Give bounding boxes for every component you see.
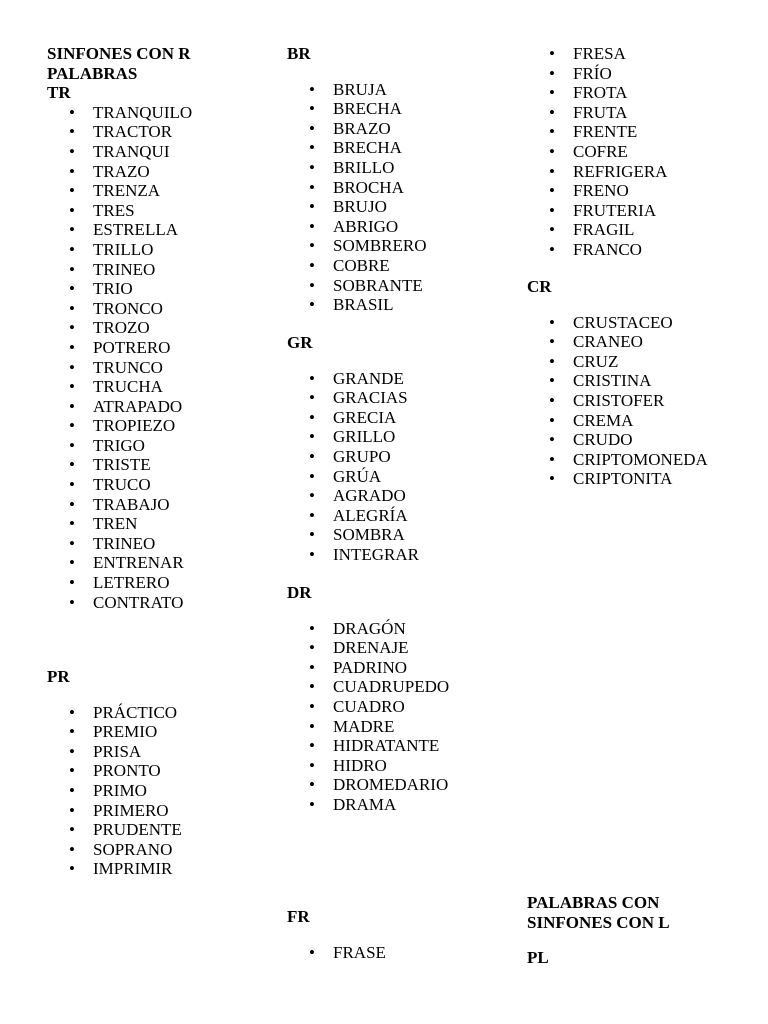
section-heading-tr: TR — [47, 83, 71, 103]
list-item: • CRISTINA — [527, 371, 747, 391]
list-fr-continued — [527, 44, 747, 260]
list-item: • PREMIO — [47, 722, 267, 742]
list-item: • CREMA — [527, 411, 747, 431]
list-item: • DRAGÓN — [287, 619, 507, 639]
list-item: • CRIPTONITA — [527, 469, 747, 489]
list-item: • POTRERO — [47, 338, 267, 358]
list-item: • FRESA — [527, 44, 747, 64]
section-br — [287, 44, 507, 315]
list-item: • BRASIL — [287, 295, 507, 315]
list-item: • SOMBRA — [287, 525, 507, 545]
column-1 — [47, 44, 267, 612]
list-item: • CRISTOFER — [527, 391, 747, 411]
list-item: • REFRIGERA — [527, 162, 747, 182]
list-item: • PADRINO — [287, 658, 507, 678]
list-item: • GRACIAS — [287, 388, 507, 408]
list-item: • CUADRUPEDO — [287, 677, 507, 697]
list-item: • BRUJA — [287, 80, 507, 100]
section-heading-fr: FR — [287, 907, 310, 926]
list-item: • TRINEO — [47, 534, 267, 554]
list-item: • ALEGRÍA — [287, 506, 507, 526]
list-item: • GRANDE — [287, 369, 507, 389]
list-item: • TRACTOR — [47, 122, 267, 142]
list-item: • IMPRIMIR — [47, 859, 267, 879]
list-fr — [287, 943, 507, 963]
list-item: • PRÁCTICO — [47, 703, 267, 723]
list-item: • MADRE — [287, 717, 507, 737]
section-heading-cr: CR — [527, 277, 552, 296]
list-item: • TRENZA — [47, 181, 267, 201]
list-item: • CRUSTACEO — [527, 313, 747, 333]
list-item: • TRAZO — [47, 162, 267, 182]
list-item: • TRANQUI — [47, 142, 267, 162]
list-item: • ENTRENAR — [47, 553, 267, 573]
list-item: • SOMBRERO — [287, 236, 507, 256]
section-cr — [527, 277, 747, 489]
list-item: • TROPIEZO — [47, 416, 267, 436]
list-item: • PRISA — [47, 742, 267, 762]
list-item: • FRUTA — [527, 103, 747, 123]
list-item: • INTEGRAR — [287, 545, 507, 565]
section-heading-pl: PL — [527, 948, 549, 968]
list-item: • COBRE — [287, 256, 507, 276]
list-item: • GRUPO — [287, 447, 507, 467]
list-item: • FRENTE — [527, 122, 747, 142]
list-item: • FRENO — [527, 181, 747, 201]
list-item: • BRECHA — [287, 138, 507, 158]
list-item: • TRUNCO — [47, 358, 267, 378]
list-item: • PRIMERO — [47, 801, 267, 821]
list-item: • CUADRO — [287, 697, 507, 717]
list-item: • FROTA — [527, 83, 747, 103]
list-item: • FRUTERIA — [527, 201, 747, 221]
list-item: • GRECIA — [287, 408, 507, 428]
list-br — [287, 80, 507, 315]
list-item: • TRISTE — [47, 455, 267, 475]
list-item: • HIDRATANTE — [287, 736, 507, 756]
list-item: • TRIO — [47, 279, 267, 299]
list-item: • CRUDO — [527, 430, 747, 450]
list-item: • SOPRANO — [47, 840, 267, 860]
section-dr — [287, 583, 507, 815]
list-pr — [47, 703, 267, 879]
list-item: • PRIMO — [47, 781, 267, 801]
list-item: • DRAMA — [287, 795, 507, 815]
list-item: • PRONTO — [47, 761, 267, 781]
section-heading-gr: GR — [287, 333, 313, 352]
section-pr — [47, 667, 267, 879]
list-item: • TRUCO — [47, 475, 267, 495]
l-title-line-1: PALABRAS CON — [527, 893, 660, 912]
list-item: • COFRE — [527, 142, 747, 162]
list-item: • CRIPTOMONEDA — [527, 450, 747, 470]
title-line-1: SINFONES CON R — [47, 44, 191, 63]
list-item: • CONTRATO — [47, 593, 267, 613]
list-item: • BROCHA — [287, 178, 507, 198]
list-item: • PRUDENTE — [47, 820, 267, 840]
list-item: • TREN — [47, 514, 267, 534]
section-fr-continued — [527, 44, 747, 260]
list-item: • TRONCO — [47, 299, 267, 319]
list-gr — [287, 369, 507, 565]
list-item: • DROMEDARIO — [287, 775, 507, 795]
list-item: • BRUJO — [287, 197, 507, 217]
list-item: • CRANEO — [527, 332, 747, 352]
list-item: • TRIGO — [47, 436, 267, 456]
list-item: • FRASE — [287, 943, 507, 963]
list-item: • CRUZ — [527, 352, 747, 372]
list-item: • ABRIGO — [287, 217, 507, 237]
list-item: • LETRERO — [47, 573, 267, 593]
list-item: • BRECHA — [287, 99, 507, 119]
section-heading-br: BR — [287, 44, 311, 63]
list-item: • TRILLO — [47, 240, 267, 260]
list-cr — [527, 313, 747, 489]
list-tr — [47, 103, 267, 612]
section-heading-dr: DR — [287, 583, 312, 602]
list-item: • TRANQUILO — [47, 103, 267, 123]
list-dr — [287, 619, 507, 815]
list-item: • TRES — [47, 201, 267, 221]
list-item: • BRAZO — [287, 119, 507, 139]
list-item: • SOBRANTE — [287, 276, 507, 296]
list-item: • TRINEO — [47, 260, 267, 280]
list-item: • BRILLO — [287, 158, 507, 178]
section-gr — [287, 333, 507, 565]
list-item: • HIDRO — [287, 756, 507, 776]
section-fr — [287, 907, 507, 962]
list-item: • TROZO — [47, 318, 267, 338]
list-item: • TRABAJO — [47, 495, 267, 515]
list-item: • FRAGIL — [527, 220, 747, 240]
list-item: • TRUCHA — [47, 377, 267, 397]
list-item: • GRÚA — [287, 467, 507, 487]
list-item: • FRÍO — [527, 64, 747, 84]
list-item: • AGRADO — [287, 486, 507, 506]
section-l — [527, 893, 747, 968]
list-item: • FRANCO — [527, 240, 747, 260]
l-title-line-2: SINFONES CON L — [527, 912, 670, 932]
list-item: • DRENAJE — [287, 638, 507, 658]
list-item: • GRILLO — [287, 427, 507, 447]
title-line-2: PALABRAS — [47, 63, 138, 83]
list-item: • ATRAPADO — [47, 397, 267, 417]
list-item: • ESTRELLA — [47, 220, 267, 240]
section-heading-pr: PR — [47, 667, 70, 686]
